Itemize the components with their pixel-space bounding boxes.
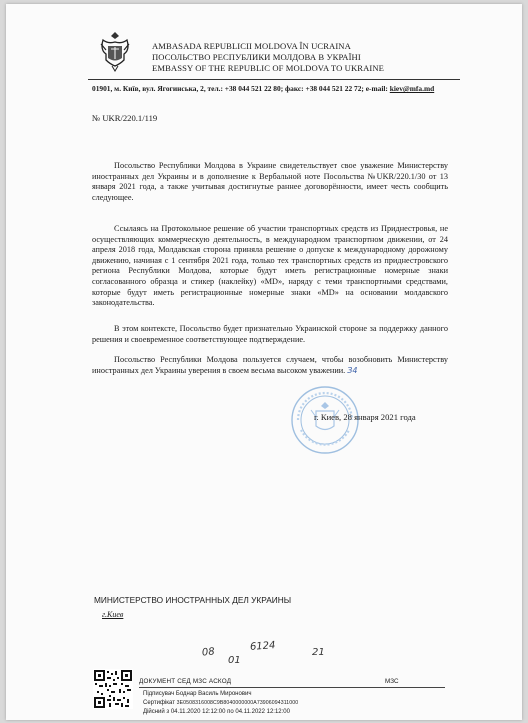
recipient-name: МИНИСТЕРСТВО ИНОСТРАННЫХ ДЕЛ УКРАИНЫ (94, 595, 292, 605)
contacts-text: 01901, м. Київ, вул. Ягогинська, 2, тел.: +38 044 521 22 80; факс: +38 044 521 22 72; e-mail: (92, 84, 388, 93)
embassy-name-ukrainian: ПОСОЛЬСТВО РЕСПУБЛИКИ МОЛДОВА В УКРАЇНІ (152, 52, 361, 62)
header-divider (88, 79, 460, 80)
stamp-cert-label: Сертифікат (143, 700, 175, 706)
stamp-signer-label: Підписувач (143, 691, 175, 697)
handwritten-number: 6124 (249, 640, 276, 653)
recipient-city: г.Киев (102, 610, 124, 619)
paragraph-2: Ссылаясь на Протокольное решение об участии транспортных средств из Приднестровья, не осуществляющих коммерческую деятельность, в международном транспортном движении, от 24 апреля 2018 года, Молдавская сторона приняла решение о допуске к международному дорожному движению, начиная с 1 сентября 2021 года, только тех транспортных средств из приднестровского региона Республики Молдова, которые будут иметь регистрационные номерные знаки согласованного образца и стикер (наклейку) «MD», наряду с теми транспортными средствами, которые будут иметь регистрационные номерные знаки «MD» на основании молдавского законодательства. (92, 224, 448, 308)
initials-mark: З4 (347, 365, 358, 375)
stamp-divider (139, 687, 445, 688)
electronic-document-stamp (139, 667, 447, 720)
paragraph-3: В этом контексте, Посольство будет признательно Украинской стороне за поддержку данного решения и своевременное соответствующее подтверждение. (92, 324, 448, 344)
embassy-name-english: EMBASSY OF THE REPUBLIC OF MOLDOVA TO UKRAINE (152, 63, 385, 73)
handwritten-year: 21 (312, 647, 325, 658)
stamp-signer-row (143, 691, 252, 697)
embassy-name-romanian: AMBASADA REPUBLICII MOLDOVA ÎN UCRAINA (152, 41, 351, 51)
stamp-valid-row: Дійсний з 04.11.2020 12:12:00 по 04.11.2022 12:12:00 (143, 709, 290, 715)
paragraph-1: Посольство Республики Молдова в Украине свидетельствует свое уважение Министерству иностранных дел Украины и в дополнение к Вербальной ноте Посольства №UKR/220.1/30 от 13 января 2021 года, а также учитывая достигнутые раннее договорённости, имеет честь сообщить следующее. (92, 161, 448, 202)
paragraph-4 (92, 355, 448, 376)
handwritten-month: 01 (228, 655, 241, 666)
paragraph-4-text: Посольство Республики Молдова пользуется случаем, чтобы возобновить Министерству иностранных дел Украины уверения в своем весьма высоком уважении. (92, 355, 448, 375)
qr-code-icon (93, 669, 133, 709)
contacts-line (92, 84, 434, 93)
stamp-cert-row (143, 700, 298, 706)
letter-page (6, 4, 522, 720)
stamp-cert-value: 3E0508316008C9B8040000000A73906094311000 (176, 700, 299, 706)
date-line: г. Киев, 28 января 2021 года (314, 412, 416, 422)
handwritten-day: 08 (201, 646, 216, 659)
reference-number: № UKR/220.1/119 (92, 113, 158, 123)
stamp-signer-value: Боднар Василь Миронович (175, 691, 252, 697)
email-link[interactable]: kiev@mfa.md (389, 84, 435, 93)
moldova-coat-of-arms-icon (98, 30, 132, 72)
stamp-agency: МЗС (385, 678, 399, 685)
stamp-title: ДОКУМЕНТ СЕД МЗС АСКОД (139, 678, 232, 685)
